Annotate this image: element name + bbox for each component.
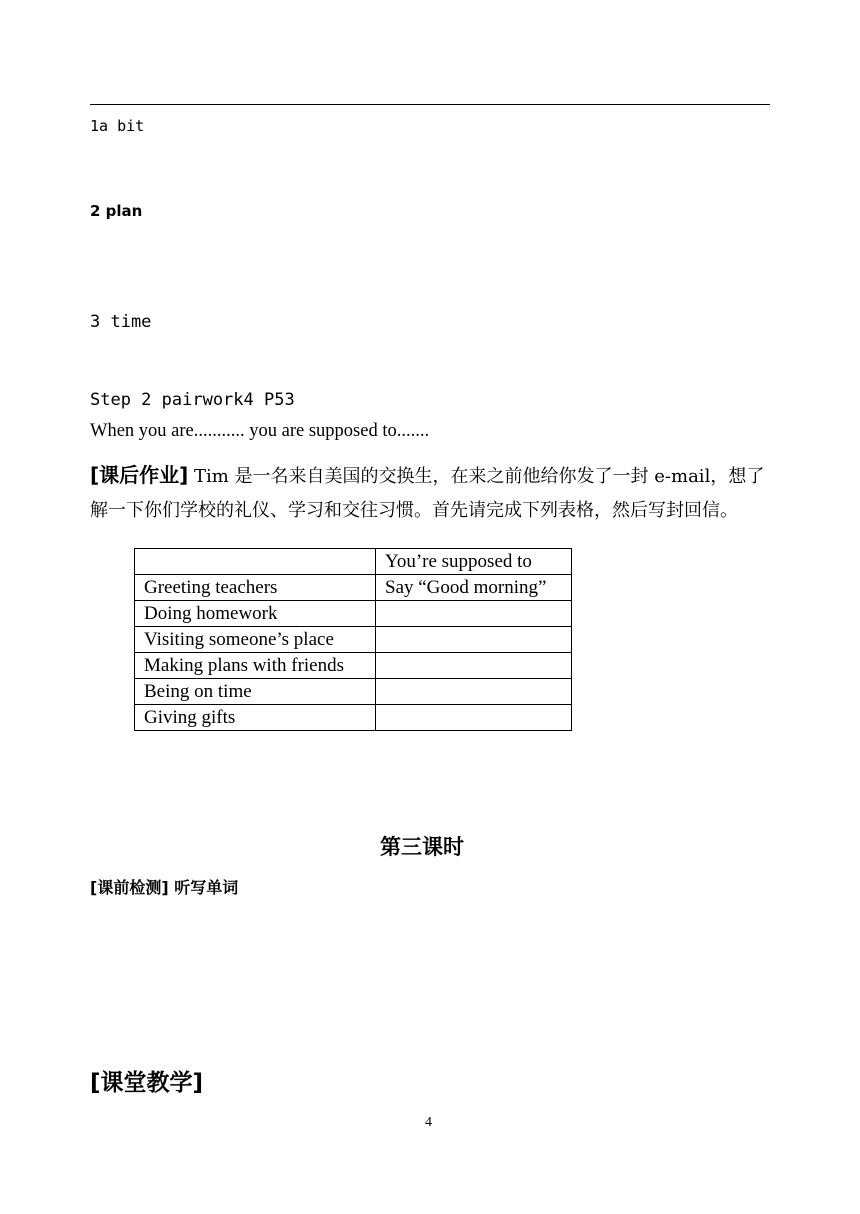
classroom-heading: [课堂教学] bbox=[90, 1070, 204, 1096]
supposed-to-cell bbox=[376, 653, 572, 679]
sentence-pattern: When you are........... you are supposed to....... bbox=[90, 421, 430, 441]
homework-tag: [课后作业] bbox=[90, 463, 189, 487]
exercise-item-3: 3 time bbox=[90, 312, 152, 332]
supposed-to-cell bbox=[376, 679, 572, 705]
activity-cell: Giving gifts bbox=[135, 705, 376, 731]
exercise-item-2: 2 plan bbox=[90, 202, 143, 220]
table-row bbox=[135, 705, 572, 731]
supposed-to-cell bbox=[376, 627, 572, 653]
homework-text: Tim 是一名来自美国的交换生，在来之前他给你发了一封 e-mail，想了解一下你们学校的礼仪、学习和交往习惯。首先请完成下列表格，然后写封回信。 bbox=[90, 466, 765, 521]
supposed-to-cell: Say “Good morning” bbox=[376, 575, 572, 601]
supposed-to-cell bbox=[376, 705, 572, 731]
activity-cell: Being on time bbox=[135, 679, 376, 705]
table-row bbox=[135, 601, 572, 627]
table-header-row bbox=[135, 549, 572, 575]
homework-paragraph bbox=[90, 458, 774, 528]
lesson-title: 第三课时 bbox=[380, 835, 464, 859]
page-number: 4 bbox=[425, 1115, 432, 1130]
activity-cell: Doing homework bbox=[135, 601, 376, 627]
activity-cell: Greeting teachers bbox=[135, 575, 376, 601]
activity-cell bbox=[135, 549, 376, 575]
activity-cell: Visiting someone’s place bbox=[135, 627, 376, 653]
table-row bbox=[135, 679, 572, 705]
habits-table-body bbox=[135, 549, 572, 731]
step-2-heading: Step 2 pairwork4 P53 bbox=[90, 390, 295, 410]
exercise-item-1: 1a bit bbox=[90, 117, 145, 135]
pre-check-heading: [课前检测] 听写单词 bbox=[90, 878, 239, 897]
supposed-to-cell: You’re supposed to bbox=[376, 549, 572, 575]
habits-table bbox=[134, 548, 572, 731]
supposed-to-cell bbox=[376, 601, 572, 627]
table-row bbox=[135, 653, 572, 679]
header-rule bbox=[90, 104, 770, 105]
table-row bbox=[135, 575, 572, 601]
table-row bbox=[135, 627, 572, 653]
activity-cell: Making plans with friends bbox=[135, 653, 376, 679]
